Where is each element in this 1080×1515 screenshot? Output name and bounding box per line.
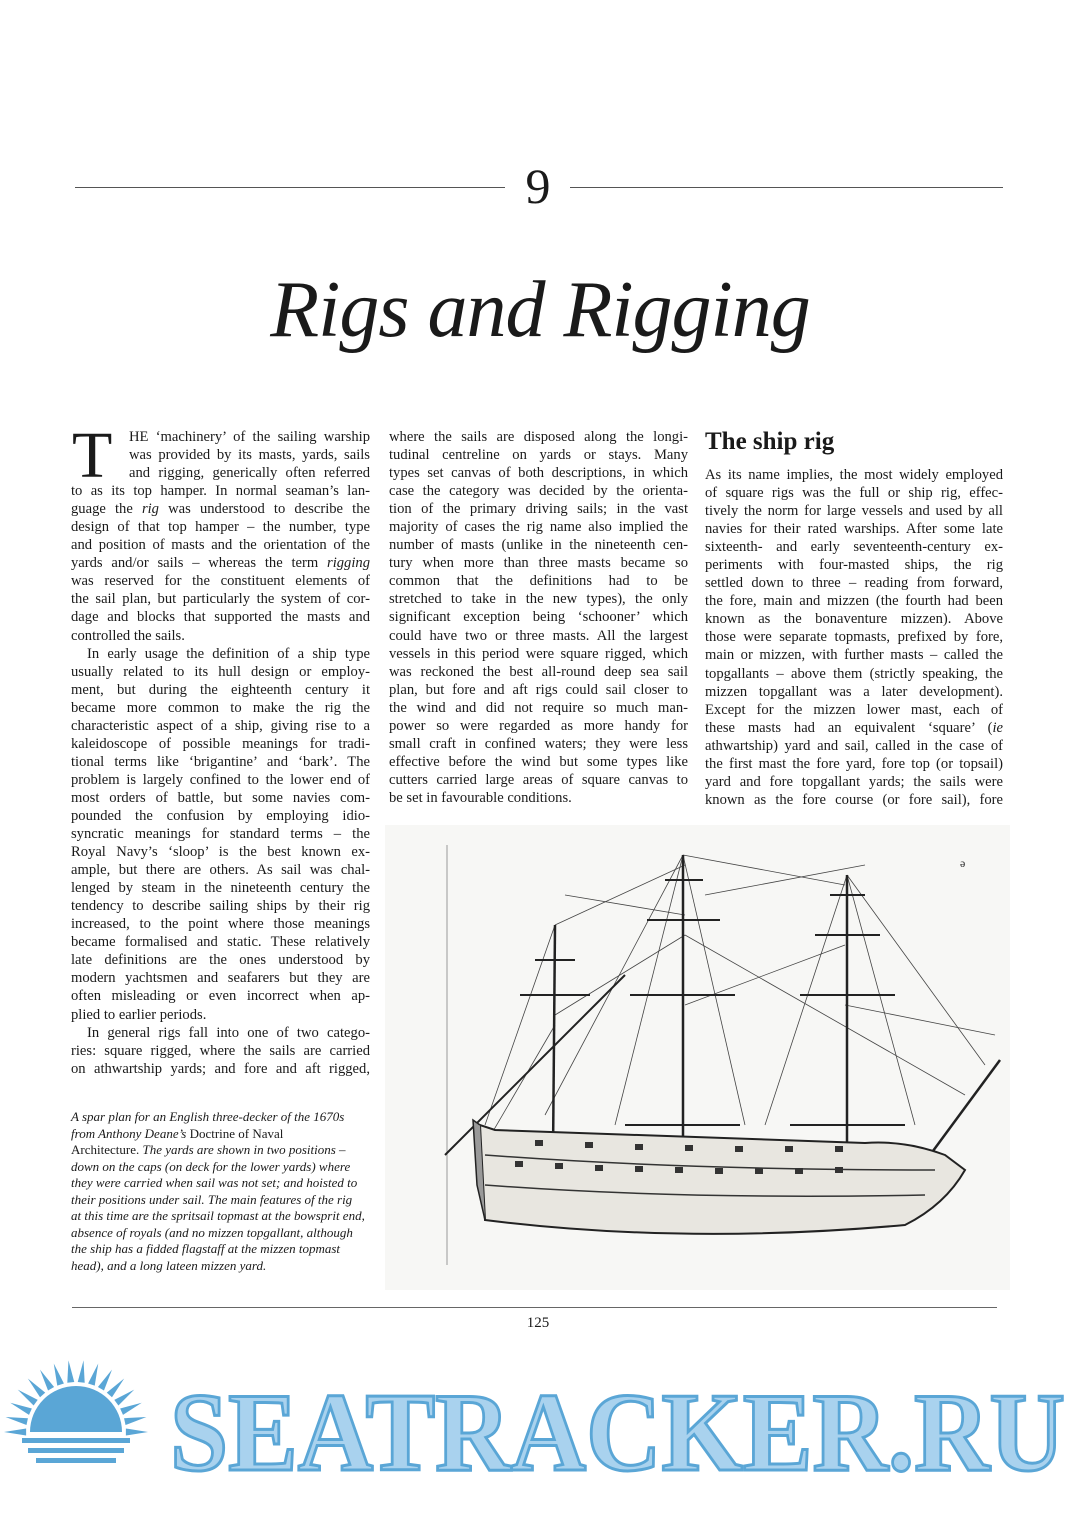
text-line: periments with four-masted ships, the rig [705,557,1003,574]
text-line: vessels in this period were square rigged, which [389,645,688,662]
text-line: ries: square rigged, where the sails are carried [71,1042,370,1059]
text-segment: absence of royals (and no mizzen topgallant, although [71,1224,353,1240]
text-line: problem is largely confined to the lower end of [71,771,370,788]
caption-line [71,1241,371,1258]
text-line: tively the norm for large vessels and used by all [705,503,1003,520]
sun-ray [78,1360,85,1382]
italic-term: rigging [327,555,370,572]
text-line: was reckoned the best all-round deep sea sail [389,663,688,680]
text-line: dage and blocks that supported the masts and [71,609,370,626]
sun-ray [4,1429,26,1436]
text-segment: the ship has a fidded flagstaff at the mizzen topmast [71,1241,341,1256]
text-line [71,500,370,518]
text-line: common that the definitions had to be [389,573,688,590]
sun-ray [40,1370,54,1391]
caption-line [71,1175,371,1192]
text-line: became more common to make the rig the [71,699,370,716]
text-line: effective before the wind but some types like [389,753,688,770]
text-line: the wind and did not require so much man- [389,699,688,716]
text-line: kaleidoscope of possible meanings for tradi- [71,735,370,752]
text-line: Royal Navy’s ‘sloop’ is the best known ex- [71,844,370,861]
text-line: to as its top hamper. In normal seaman’s lan- [71,483,370,500]
text-line: In early usage the definition of a ship type [87,645,370,662]
text-line: ment, but during the eighteenth century it [71,681,370,698]
text-line: sixteenth- and early seventeenth-century ex- [705,539,1003,556]
text-line: controlled the sails. [71,627,185,644]
caption-line [71,1258,371,1275]
watermark [0,1360,1080,1510]
figure-caption [71,1109,371,1274]
text-line: HE ‘machinery’ of the sailing warship [129,429,370,445]
text-line: the first mast the fore yard, fore top (or topsail) [705,755,1003,772]
text-segment: head), and a long lateen mizzen yard. [71,1257,267,1273]
text-line: on athwartship yards; and fore and aft rigged, [71,1060,370,1077]
text-line: small craft in confined waters; they were less [389,735,688,752]
text-line: tendency to describe sailing ships by their rig [71,898,370,915]
text-line: late definitions are the ones understood by [71,952,370,969]
text-segment: down on the caps (on deck for the lower yards) where [71,1158,351,1174]
text-line: case the category was decided by the orienta- [389,483,688,500]
text-line: design of that top hamper – the number, type [71,519,370,536]
text-line: usually related to its hull design or employ- [71,663,370,680]
upright-title: Doctrine of Naval [189,1125,284,1141]
text-line: characteristic aspect of a ship, giving rise to a [71,717,370,734]
text-line: and rigging, generically often referred [129,465,370,482]
text-line: be set in favourable conditions. [389,789,572,806]
caption-line [71,1109,371,1126]
text-line: As its name implies, the most widely employed [705,467,1003,483]
text-line: those were separate topmasts, prefixed by fore, [705,629,1003,646]
watermark-text: SEATRACKER.RU [170,1371,1065,1495]
sun-ray [18,1390,38,1406]
text-line: lenged by steam in the nineteenth century the [71,880,370,897]
upright-title: Architecture. [71,1142,140,1157]
sun-ray [126,1429,148,1436]
text-line: tion of the primary driving sails; in the vast [389,501,688,518]
text-segment: their positions under sail. The main features of the rig [71,1191,353,1207]
caption-line [71,1192,371,1209]
caption-line [71,1142,371,1159]
text-line: stretched to take in the new types), the only [389,591,688,608]
italic-term: rig [141,501,159,518]
text-line: where the sails are disposed along the longi- [389,429,688,445]
text-line: majority of cases the rig name also implied the [389,519,688,536]
caption-line [71,1208,371,1225]
text-column-3 [705,466,1003,809]
text-line: syncratic meanings for standard terms – the [71,826,370,843]
text-line: plan, but fore and aft rigs could sail closer to [389,681,688,698]
text-line: main or mizzen, with further masts – called the [705,647,1003,664]
text-line: tudinal centreline on yards or stays. Many [389,447,688,464]
text-line: pounded the confusion by employing idio- [71,807,370,824]
chapter-title: Rigs and Rigging [270,266,810,354]
ship-spar-plan-illustration [385,825,1010,1290]
text-column-1 [71,419,370,1078]
caption-line [71,1159,371,1176]
text-line: the fore, main and mizzen (the fourth had been [705,593,1003,610]
text-line: often misleading or even incorrect when ap- [71,988,370,1005]
sun-ray [107,1378,124,1397]
text-column-2 [389,428,688,807]
chapter-rule-left [75,187,505,188]
text-line: became formalised and static. These relatively [71,934,370,951]
text-line: navies for their rated warships. After some late [705,521,1003,538]
text-line: cutters carried large areas of square canvas to [389,771,688,788]
text-line: athwartship) yard and sail, called in the case of [705,737,1003,754]
text-line: plied to earlier periods. [71,1006,207,1023]
page-number: 125 [526,1315,550,1331]
sun-ray [98,1370,112,1391]
text-line: tury when more than three masts became so [389,555,688,572]
sun-ray [114,1390,134,1406]
text-segment: The yards are shown in two positions – [139,1142,346,1157]
sun-ray [54,1364,64,1386]
text-line: Except for the mizzen lower mast, each of [705,701,1003,718]
text-line: topgallants – above them (strictly speaking, the [705,665,1003,682]
sun-ray [88,1364,98,1386]
text-line: significant exception being ‘schooner’ which [389,609,688,626]
text-line: of square rigs was the full or ship rig, effec- [705,485,1003,502]
text-line: tional terms like ‘brigantine’ and ‘bark’. The [71,753,370,770]
footer-rule [72,1307,997,1308]
text-line: known as the bonaventure mizzen). Above [705,611,1003,628]
plan-mark-icon: ə [960,856,966,870]
text-line: yard and fore topgallant yards; the sails were [705,773,1003,790]
text-line: the sail plan, but particularly the system of cor- [71,591,370,608]
text-line: could have two or three masts. All the largest [389,627,688,644]
text-segment: they were carried when sail was not set; and hoisted to [71,1175,358,1190]
sun-ray [6,1417,28,1425]
text-line: was provided by its masts, yards, sails [129,447,370,464]
sun-ray [124,1417,146,1425]
text-segment: was understood to describe the [158,501,370,518]
text-line: ample, but there are others. As sail was chal- [71,862,370,879]
text-line: mizzen topgallant was a later development). [705,683,1003,700]
sun-ray [120,1403,142,1415]
text-line [71,554,370,572]
text-line: In general rigs fall into one of two catego- [87,1024,370,1041]
sun-ray [67,1360,74,1382]
text-segment: yards and/or sails – whereas the term [71,555,328,572]
text-line: most orders of battle, but some navies com- [71,789,370,806]
text-line: and position of masts and the orientation of the [71,537,370,554]
text-segment: A spar plan for an English three-decker of the 1670s [71,1109,345,1124]
chapter-number: 9 [525,158,551,214]
text-segment: guage the [71,501,142,518]
text-segment: from Anthony Deane’s [71,1125,190,1141]
text-segment: these masts had an equivalent ‘square’ ( [705,719,993,736]
text-line: power so were regarded as more handy for [389,717,688,734]
chapter-rule-right [570,187,1003,188]
text-line [705,719,1003,737]
text-line: modern yachtsmen and seafarers but they are [71,970,370,987]
text-line: settled down to three – reading from forward, [705,575,1003,592]
text-line: was reserved for the constituent elements of [71,573,370,590]
sun-logo-icon [4,1360,148,1463]
text-line: known as the fore course (or fore sail), fore [705,791,1003,808]
caption-line [71,1225,371,1242]
italic-term: ie [992,719,1003,736]
section-heading: The ship rig [705,428,835,455]
text-segment: at this time are the spritsail topmast at the bowsprit end, [71,1208,365,1223]
sun-ray [28,1378,45,1397]
text-line: types set canvas of both descriptions, in which [389,465,688,482]
drop-cap: T [72,419,113,492]
caption-line [71,1126,371,1143]
text-line: increased, to the point where those meanings [71,916,370,933]
text-line: number of masts (unlike in the nineteenth cen- [389,537,688,554]
sun-ray [10,1403,32,1415]
